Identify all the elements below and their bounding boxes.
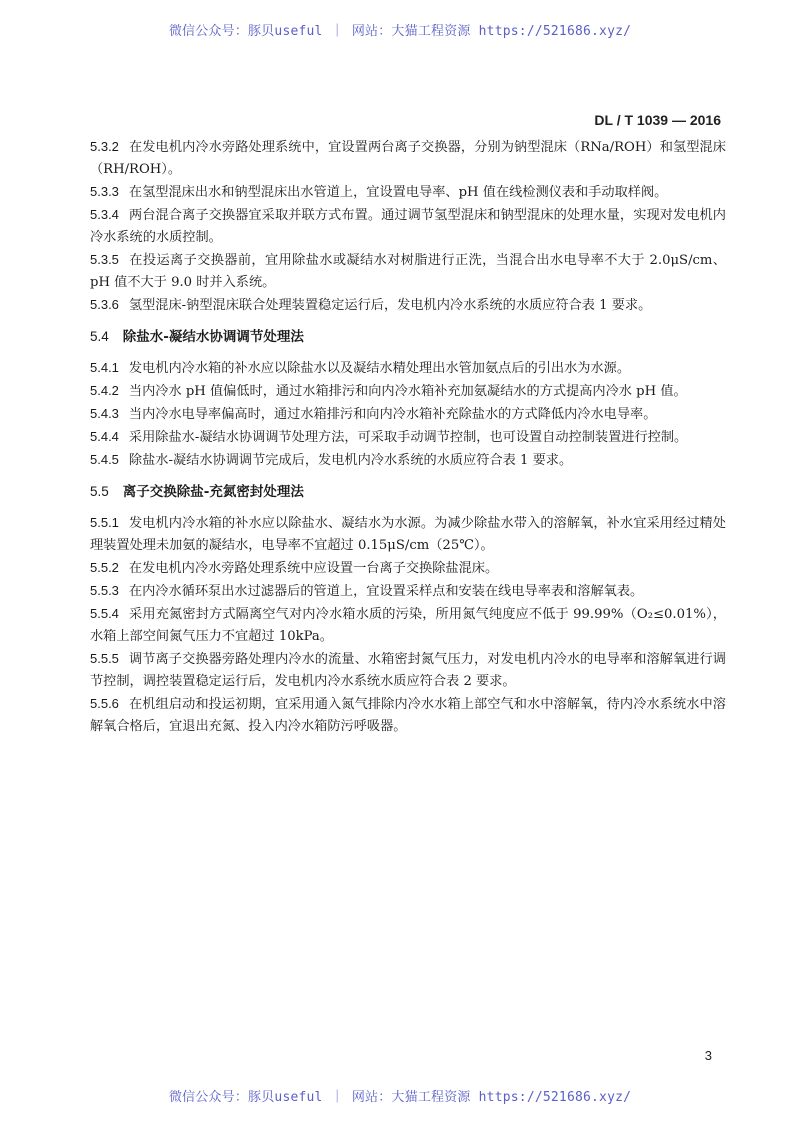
clause-number: 5.5.4: [90, 606, 119, 621]
clause-number: 5.4.2: [90, 383, 119, 398]
clause-text: 在投运离子交换器前，宜用除盐水或凝结水对树脂进行正洗，当混合出水电导率不大于 2.0μS/cm、pH 值不大于 9.0 时并入系统。: [90, 253, 726, 290]
clause-number: 5.4.4: [90, 429, 119, 444]
clause-5-3-2: [90, 136, 726, 181]
clause-number: 5.5.6: [90, 696, 119, 711]
clause-5-3-6: [90, 294, 726, 317]
clause-5-5-2: [90, 557, 726, 580]
clause-number: 5.3.4: [90, 207, 119, 222]
clause-number: 5.5.1: [90, 515, 119, 530]
section-number: 5.5: [90, 484, 109, 499]
clause-text: 在内冷水循环泵出水过滤器后的管道上，宜设置采样点和安装在线电导率表和溶解氧表。: [128, 584, 644, 599]
document-body: [90, 136, 726, 738]
clause-number: 5.5.5: [90, 651, 119, 666]
section-5-4-clauses: [90, 357, 726, 472]
clause-5-4-1: [90, 357, 726, 380]
clause-5-5-6: [90, 693, 726, 738]
clause-number: 5.4.5: [90, 452, 119, 467]
clause-5-4-3: [90, 403, 726, 426]
clause-5-5-4: [90, 603, 726, 648]
clause-5-5-1: [90, 512, 726, 557]
clause-5-4-4: [90, 426, 726, 449]
clause-number: 5.3.6: [90, 297, 119, 312]
clause-text: 在机组启动和投运初期，宜采用通入氮气排除内冷水水箱上部空气和水中溶解氧，待内冷水系统水中溶解氧合格后，宜退出充氮、投入内冷水箱防污呼吸器。: [90, 697, 726, 734]
clause-text: 采用充氮密封方式隔离空气对内冷水箱水质的污染，所用氮气纯度应不低于 99.99%（O₂≤0.01%），水箱上部空间氮气压力不宜超过 10kPa。: [90, 607, 726, 644]
section-title: 除盐水-凝结水协调调节处理法: [122, 329, 304, 345]
clause-5-3-4: [90, 204, 726, 249]
document-code: DL / T 1039 — 2016: [594, 112, 721, 128]
clause-text: 调节离子交换器旁路处理内冷水的流量、水箱密封氮气压力，对发电机内冷水的电导率和溶解氧进行调节控制，调控装置稳定运行后，发电机内冷水系统水质应符合表 2 要求。: [90, 652, 726, 689]
section-heading-5-5: [90, 481, 726, 503]
clause-5-4-5: [90, 449, 726, 472]
clause-text: 发电机内冷水箱的补水应以除盐水以及凝结水精处理出水管加氨点后的引出水为水源。: [128, 361, 631, 376]
section-number: 5.4: [90, 329, 109, 344]
clause-text: 除盐水-凝结水协调调节完成后，发电机内冷水系统的水质应符合表 1 要求。: [128, 453, 573, 468]
clause-number: 5.3.3: [90, 184, 119, 199]
clause-number: 5.5.3: [90, 583, 119, 598]
clause-number: 5.4.1: [90, 360, 119, 375]
clause-5-3-5: [90, 249, 726, 294]
watermark-bottom: 微信公众号：豚贝useful ｜ 网站：大猫工程资源 https://521686.xyz/: [168, 1090, 632, 1105]
clause-5-5-3: [90, 580, 726, 603]
clause-text: 当内冷水 pH 值偏低时，通过水箱排污和向内冷水箱补充加氨凝结水的方式提高内冷水 pH 值。: [128, 384, 687, 399]
clause-5-3-3: [90, 181, 726, 204]
clause-text: 当内冷水电导率偏高时，通过水箱排污和向内冷水箱补充除盐水的方式降低内冷水电导率。: [128, 407, 657, 422]
clause-number: 5.5.2: [90, 560, 119, 575]
watermark-top: 微信公众号：豚贝useful ｜ 网站：大猫工程资源 https://521686.xyz/: [168, 24, 632, 39]
section-heading-5-4: [90, 326, 726, 348]
section-title: 离子交换除盐-充氮密封处理法: [122, 484, 304, 500]
section-5-3-clauses: [90, 136, 726, 317]
clause-number: 5.3.2: [90, 139, 119, 154]
page-number: 3: [704, 1048, 712, 1063]
clause-5-5-5: [90, 648, 726, 693]
clause-text: 氢型混床-钠型混床联合处理装置稳定运行后，发电机内冷水系统的水质应符合表 1 要求。: [128, 298, 652, 313]
clause-text: 在发电机内冷水旁路处理系统中应设置一台离子交换除盐混床。: [128, 561, 499, 576]
clause-text: 在发电机内冷水旁路处理系统中，宜设置两台离子交换器，分别为钠型混床（RNa/ROH）和氢型混床（RH/ROH）。: [90, 140, 726, 177]
clause-text: 在氢型混床出水和钠型混床出水管道上，宜设置电导率、pH 值在线检测仪表和手动取样阀。: [128, 185, 668, 200]
clause-text: 发电机内冷水箱的补水应以除盐水、凝结水为水源。为减少除盐水带入的溶解氧，补水宜采用经过精处理装置处理未加氨的凝结水，电导率不宜超过 0.15μS/cm（25℃）。: [90, 516, 726, 553]
clause-number: 5.4.3: [90, 406, 119, 421]
clause-number: 5.3.5: [90, 252, 119, 267]
clause-text: 采用除盐水-凝结水协调调节处理方法，可采取手动调节控制，也可设置自动控制装置进行控制。: [128, 430, 688, 445]
section-5-5-clauses: [90, 512, 726, 738]
clause-text: 两台混合离子交换器宜采取并联方式布置。通过调节氢型混床和钠型混床的处理水量，实现对发电机内冷水系统的水质控制。: [90, 208, 726, 245]
clause-5-4-2: [90, 380, 726, 403]
